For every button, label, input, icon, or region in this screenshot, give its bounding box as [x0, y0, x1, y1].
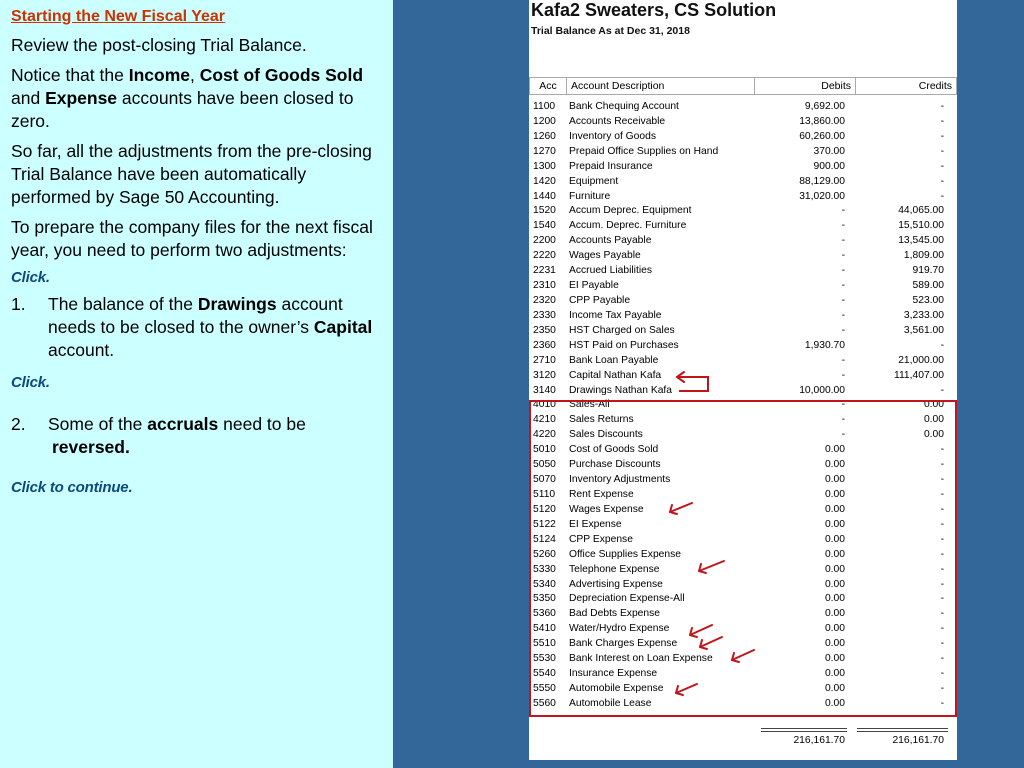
- account-number: 1270: [533, 145, 556, 157]
- drawings-to-capital-bracket: [679, 376, 709, 392]
- debit-amount: 0.00: [824, 444, 845, 456]
- table-row: [529, 160, 957, 175]
- account-description: EI Expense: [569, 518, 622, 530]
- account-number: 5510: [533, 638, 556, 650]
- account-description: Sales Returns: [569, 414, 634, 426]
- debit-amount: 0.00: [824, 533, 845, 545]
- term-expense: Expense: [45, 88, 118, 108]
- debit-amount: -: [841, 280, 845, 292]
- credit-amount: -: [940, 518, 944, 530]
- closed-accounts-highlight: [529, 400, 957, 717]
- debit-amount: -: [841, 220, 845, 232]
- credit-amount: 21,000.00: [898, 354, 944, 366]
- debit-amount: 9,692.00: [804, 101, 845, 112]
- account-number: 1300: [533, 160, 556, 172]
- account-description: Accum. Deprec. Furniture: [569, 220, 687, 232]
- debit-amount: 13,860.00: [799, 115, 845, 127]
- credit-amount: -: [940, 623, 944, 635]
- account-description: Purchase Discounts: [569, 459, 661, 471]
- account-description: Bank Loan Payable: [569, 354, 659, 366]
- table-row: [529, 204, 957, 219]
- account-number: 5560: [533, 697, 556, 709]
- debit-amount: 88,129.00: [799, 175, 845, 187]
- account-number: 2320: [533, 294, 556, 306]
- debit-amount: 31,020.00: [799, 190, 845, 202]
- account-number: 2330: [533, 309, 556, 321]
- credit-amount: -: [940, 488, 944, 500]
- debit-amount: 60,260.00: [799, 130, 845, 142]
- account-number: 5010: [533, 444, 556, 456]
- slide-title: Starting the New Fiscal Year: [11, 8, 226, 25]
- credit-amount: -: [940, 160, 944, 172]
- credit-amount: 589.00: [912, 280, 944, 292]
- credit-amount: -: [940, 682, 944, 694]
- debit-amount: 0.00: [824, 608, 845, 620]
- account-description: Cost of Goods Sold: [569, 444, 659, 456]
- account-description: CPP Payable: [569, 294, 631, 306]
- debit-amount: -: [841, 309, 845, 321]
- debit-amount: -: [841, 429, 845, 441]
- table-row: [529, 369, 957, 384]
- credit-amount: -: [940, 101, 944, 112]
- debit-amount: 0.00: [824, 593, 845, 605]
- table-row: [529, 190, 957, 205]
- credit-amount: -: [940, 563, 944, 575]
- account-number: 1420: [533, 175, 556, 187]
- credit-amount: 44,065.00: [898, 205, 944, 217]
- table-row: [529, 219, 957, 234]
- table-row: [529, 175, 957, 190]
- account-number: 5550: [533, 682, 556, 694]
- credit-amount: -: [940, 145, 944, 157]
- account-description: Telephone Expense: [569, 563, 660, 575]
- account-number: 5540: [533, 668, 556, 680]
- account-description: Depreciation Expense-All: [569, 593, 685, 605]
- instruction-panel: [0, 0, 393, 768]
- table-row: [529, 115, 957, 130]
- account-number: 1440: [533, 190, 556, 202]
- credit-amount: -: [940, 533, 944, 545]
- account-description: HST Charged on Sales: [569, 324, 675, 336]
- debit-amount: -: [841, 294, 845, 306]
- account-description: Capital Nathan Kafa: [569, 369, 662, 381]
- table-row: [529, 354, 957, 369]
- credit-amount: -: [940, 115, 944, 127]
- account-description: Bad Debts Expense: [569, 608, 661, 620]
- account-description: Prepaid Office Supplies on Hand: [569, 145, 719, 157]
- credit-amount: -: [940, 593, 944, 605]
- column-header-acc[interactable]: Acc: [529, 77, 566, 95]
- account-description: Rent Expense: [569, 488, 634, 500]
- account-description: Equipment: [569, 175, 619, 187]
- debit-amount: 0.00: [824, 488, 845, 500]
- debit-amount: 0.00: [824, 682, 845, 694]
- credit-amount: 15,510.00: [898, 220, 944, 232]
- total-debits: 216,161.70: [793, 735, 845, 746]
- debit-amount: -: [841, 250, 845, 262]
- table-row: [529, 145, 957, 160]
- debit-amount: 370.00: [813, 145, 845, 157]
- total-credits: 216,161.70: [892, 735, 944, 746]
- account-number: 3140: [533, 384, 556, 396]
- account-number: 2220: [533, 250, 556, 262]
- debit-amount: -: [841, 414, 845, 426]
- account-number: 5340: [533, 578, 556, 590]
- term-accruals: accruals: [147, 414, 219, 434]
- account-description: Bank Interest on Loan Expense: [569, 653, 713, 665]
- account-number: 5330: [533, 563, 556, 575]
- debit-amount: -: [841, 354, 845, 366]
- column-header-credits[interactable]: Credits: [855, 77, 957, 95]
- credit-amount: -: [940, 175, 944, 187]
- account-description: Income Tax Payable: [569, 309, 662, 321]
- click-cue-2[interactable]: Click.: [11, 374, 50, 391]
- account-description: Accrued Liabilities: [569, 265, 652, 277]
- credit-amount: 0.00: [923, 399, 944, 411]
- debit-amount: 0.00: [824, 548, 845, 560]
- account-description: EI Payable: [569, 280, 619, 292]
- debit-amount: -: [841, 369, 845, 381]
- account-number: 5110: [533, 488, 556, 500]
- credit-amount: 0.00: [923, 414, 944, 426]
- debit-amount: 0.00: [824, 697, 845, 709]
- account-description: Automobile Lease: [569, 697, 652, 709]
- account-description: Inventory of Goods: [569, 130, 657, 142]
- account-description: Accounts Payable: [569, 235, 652, 247]
- debit-amount: -: [841, 399, 845, 411]
- debit-amount: 0.00: [824, 563, 845, 575]
- credit-amount: -: [940, 503, 944, 515]
- account-number: 5360: [533, 608, 556, 620]
- credit-amount: -: [940, 697, 944, 709]
- debit-amount: -: [841, 324, 845, 336]
- account-number: 5350: [533, 593, 556, 605]
- table-row: [529, 309, 957, 324]
- account-number: 2310: [533, 280, 556, 292]
- table-row: [529, 294, 957, 309]
- account-number: 1200: [533, 115, 556, 127]
- credit-amount: 3,561.00: [903, 324, 944, 336]
- account-description: Sales-All: [569, 399, 610, 411]
- account-number: 1520: [533, 205, 556, 217]
- debit-amount: -: [841, 265, 845, 277]
- term-cost-of-goods-sold: Cost of Goods Sold: [199, 65, 364, 85]
- step-1-number: 1.: [11, 294, 26, 314]
- credit-amount: -: [940, 638, 944, 650]
- report-title: Kafa2 Sweaters, CS Solution: [531, 0, 777, 20]
- credit-amount: 919.70: [912, 265, 944, 277]
- credit-amount: -: [940, 578, 944, 590]
- account-number: 5122: [533, 518, 556, 530]
- credit-amount: 3,233.00: [903, 309, 944, 321]
- account-description: Drawings Nathan Kafa: [569, 384, 673, 396]
- account-description: Office Supplies Expense: [569, 548, 681, 560]
- account-description: Prepaid Insurance: [569, 160, 653, 172]
- account-number: 2231: [533, 265, 556, 277]
- account-number: 5530: [533, 653, 556, 665]
- totals-row: [529, 734, 957, 748]
- credit-amount: 111,407.00: [893, 369, 944, 381]
- credit-amount: -: [940, 474, 944, 486]
- debit-amount: 0.00: [824, 623, 845, 635]
- account-number: 2200: [533, 235, 556, 247]
- debit-amount: -: [841, 235, 845, 247]
- debit-amount: 10,000.00: [799, 384, 845, 396]
- credit-amount: 523.00: [912, 294, 944, 306]
- table-header: [529, 77, 957, 95]
- credit-amount: -: [940, 548, 944, 560]
- report-subtitle: Trial Balance As at Dec 31, 2018: [531, 25, 690, 37]
- debit-amount: 0.00: [824, 474, 845, 486]
- account-number: 1540: [533, 220, 556, 232]
- paragraph-so-far: So far, all the adjustments from the pre-closing Trial Balance have been automatically performed by Sage 50 Accounting.: [11, 141, 372, 207]
- credit-amount: -: [940, 190, 944, 202]
- account-description: Wages Payable: [569, 250, 641, 262]
- credit-amount: 0.00: [923, 429, 944, 441]
- account-number: 5050: [533, 459, 556, 471]
- account-description: Wages Expense: [569, 503, 644, 515]
- account-number: 2360: [533, 339, 556, 351]
- step-2-number: 2.: [11, 414, 26, 434]
- debit-amount: 0.00: [824, 503, 845, 515]
- debit-total-underline: [761, 728, 847, 732]
- account-number: 5124: [533, 533, 556, 545]
- term-capital: Capital: [313, 317, 373, 337]
- column-header-debits[interactable]: Debits: [754, 77, 855, 95]
- account-number: 4220: [533, 429, 556, 441]
- credit-amount: -: [940, 130, 944, 142]
- account-description: Furniture: [569, 190, 611, 202]
- paragraph-notice: Notice that the Income, Cost of Goods Sold and Expense accounts have been closed to zero.: [11, 65, 364, 131]
- account-description: Accum Deprec. Equipment: [569, 205, 692, 217]
- credit-amount: -: [940, 384, 944, 396]
- term-income: Income: [128, 65, 190, 85]
- account-description: CPP Expense: [569, 533, 633, 545]
- account-description: Insurance Expense: [569, 668, 658, 680]
- credit-amount: 1,809.00: [903, 250, 944, 262]
- account-number: 5120: [533, 503, 556, 515]
- account-number: 5410: [533, 623, 556, 635]
- credit-amount: -: [940, 668, 944, 680]
- account-description: Bank Chequing Account: [569, 101, 679, 112]
- debit-amount: 0.00: [824, 668, 845, 680]
- click-to-continue[interactable]: Click to continue.: [11, 479, 133, 496]
- paragraph-prepare: To prepare the company files for the next fiscal year, you need to perform two adjustments:: [11, 217, 373, 260]
- table-row: [529, 100, 957, 115]
- credit-amount: 13,545.00: [898, 235, 944, 247]
- credit-amount: -: [940, 608, 944, 620]
- credit-amount: -: [940, 459, 944, 471]
- account-number: 1260: [533, 130, 556, 142]
- step-2: 2. Some of the accruals need to be reversed.: [11, 414, 306, 457]
- debit-amount: 900.00: [813, 160, 845, 172]
- step-1: 1. The balance of the Drawings account needs to be closed to the owner’s Capital account.: [11, 294, 373, 360]
- account-description: Water/Hydro Expense: [569, 623, 670, 635]
- account-description: HST Paid on Purchases: [569, 339, 679, 351]
- credit-amount: -: [940, 444, 944, 456]
- column-header-description[interactable]: Account Description: [566, 77, 754, 95]
- debit-amount: 0.00: [824, 459, 845, 471]
- debit-amount: 0.00: [824, 518, 845, 530]
- term-reversed: reversed.: [52, 437, 130, 457]
- account-number: 4010: [533, 399, 556, 411]
- table-row: [529, 264, 957, 279]
- account-number: 3120: [533, 369, 556, 381]
- account-description: Accounts Receivable: [569, 115, 666, 127]
- debit-amount: -: [841, 205, 845, 217]
- account-description: Advertising Expense: [569, 578, 663, 590]
- credit-amount: -: [940, 339, 944, 351]
- click-cue-1[interactable]: Click.: [11, 269, 50, 286]
- table-row: [529, 234, 957, 249]
- table-row: [529, 324, 957, 339]
- debit-amount: 0.00: [824, 578, 845, 590]
- paragraph-review: Review the post-closing Trial Balance.: [11, 35, 307, 55]
- table-row: [529, 279, 957, 294]
- account-description: Automobile Expense: [569, 682, 664, 694]
- account-number: 1100: [533, 101, 556, 112]
- table-row: [529, 130, 957, 145]
- account-description: Bank Charges Expense: [569, 638, 678, 650]
- term-drawings: Drawings: [197, 294, 277, 314]
- table-row: [529, 249, 957, 264]
- account-number: 5070: [533, 474, 556, 486]
- debit-amount: 0.00: [824, 638, 845, 650]
- credit-total-underline: [857, 728, 948, 732]
- debit-amount: 1,930.70: [804, 339, 845, 351]
- account-number: 2710: [533, 354, 556, 366]
- account-description: Sales Discounts: [569, 429, 643, 441]
- credit-amount: -: [940, 653, 944, 665]
- table-row: [529, 384, 957, 399]
- table-row: [529, 339, 957, 354]
- account-number: 4210: [533, 414, 556, 426]
- debit-amount: 0.00: [824, 653, 845, 665]
- account-number: 2350: [533, 324, 556, 336]
- account-description: Inventory Adjustments: [569, 474, 671, 486]
- account-number: 5260: [533, 548, 556, 560]
